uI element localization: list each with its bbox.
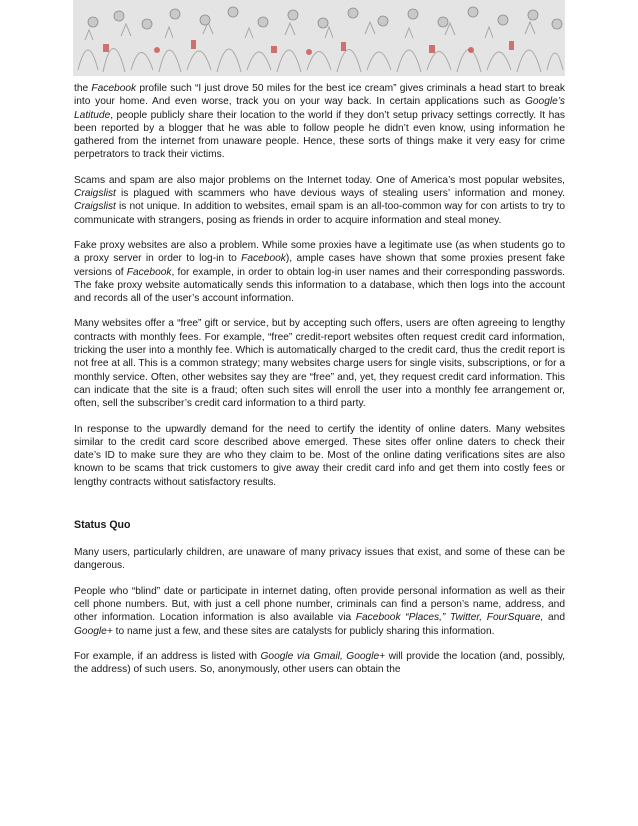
text: the — [74, 83, 92, 94]
document-body — [74, 82, 565, 688]
italic-text: Google+ — [74, 625, 113, 637]
text: Scams and spam are also major problems on the Internet today. One of America’s most popular websites, — [74, 174, 565, 186]
text: ), ample cases have shown that some proxies present fake versions of — [74, 253, 565, 278]
paragraph-3 — [74, 239, 565, 305]
text: to name just a few, and these sites are catalysts for publicly sharing this information. — [112, 625, 495, 637]
paragraph-8 — [74, 650, 565, 677]
text: People who “blind” date or participate in internet dating, often provide personal information as well as their cell phone numbers. But, with just a cell phone number, criminals can find a person’s name, address, and other information. Location information is also available via — [74, 585, 565, 624]
paragraph-2 — [74, 174, 565, 227]
paragraph-6: Many users, particularly children, are unaware of many privacy issues that exist, and some of these can be dangerous. — [74, 547, 565, 572]
italic-text: Google via Gmail, Google+ — [260, 650, 386, 662]
italic-text: Facebook — [91, 83, 137, 94]
paragraph-7 — [74, 585, 565, 638]
text: For example, if an address is listed with — [74, 650, 261, 662]
text: Fake proxy websites are also a problem. While some proxies have a legitimate use (as when students go to a proxy server in order to log-in to — [74, 239, 565, 265]
text: will provide the location (and, possibly, the address) of such users. So, anonymously, other users can obtain the — [74, 650, 565, 676]
text: , people publicly share their location to the world if they don’t setup privacy settings correctly. It has been reported by a blogger that he was able to follow people he didn’t even know, using information he gathered from the internet from unaware people. Hence, these sorts of things make it very easy for crime perpetrators to track their victims. — [74, 109, 565, 161]
italic-text: Facebook — [126, 266, 172, 278]
paragraph-4: Many websites offer a “free” gift or service, but by accepting such offers, users are often agreeing to lengthy contracts with monthly fees. For example, “free” credit-report websites often request credit card information, tricking the user into a monthly fee. Which is automatically charged to the credit card, thus the credit report is not free at all. This is a common strategy; many websites charge users for single visits, subscriptions, or for a monthly service. Often, other websites say they are “free” and, yet, they request credit card information. This can indicate that the site is a fraud; often such sites will enroll the user into a monthly fee arrangement or, often, sell the subscriber’s credit card information to a third party. — [74, 318, 565, 410]
italic-text: Craigslist — [74, 201, 116, 213]
text: , for example, in order to obtain log-in user names and their corresponding passwords. The fake proxy website automatically sends this information to a database, which then logs into the account and records all of the user’s account information. — [74, 266, 566, 305]
text: is plagued with scammers who have devious ways of stealing users’ information and money. — [115, 188, 565, 200]
text: profile such “I just drove 50 miles for the best ice cream” gives criminals a head start to break into your home. And even worse, track you on your way back. In certain applications such as — [74, 83, 566, 108]
italic-text: Google’s Latitude — [74, 96, 565, 121]
section-heading: Status Quo — [74, 519, 131, 532]
text: is not unique. In addition to websites, email spam is an all-too-common way for con artists to try to communicate with strangers, posing as friends in order to acquire information and steal money. — [74, 201, 565, 226]
italic-text: Craigslist — [74, 188, 116, 200]
paragraph-5: In response to the upwardly demand for the need to certify the identity of online daters. Many websites similar to the credit card score described above emerged. These sites offer online daters to check their date’s ID to make sure they are who they claim to be. Most of the online dating verifications sites are also known to be scams that trick customers to give away their credit card info and get them into costly fees or lengthy contracts without satisfactory results. — [74, 423, 565, 488]
crowd-illustration — [73, 0, 565, 76]
paragraph-1 — [74, 82, 565, 162]
text: and — [543, 612, 565, 624]
italic-text: Facebook “Places,” Twitter, FourSquare, — [355, 612, 544, 624]
header-banner-image — [73, 0, 565, 76]
italic-text: Facebook — [241, 253, 286, 265]
